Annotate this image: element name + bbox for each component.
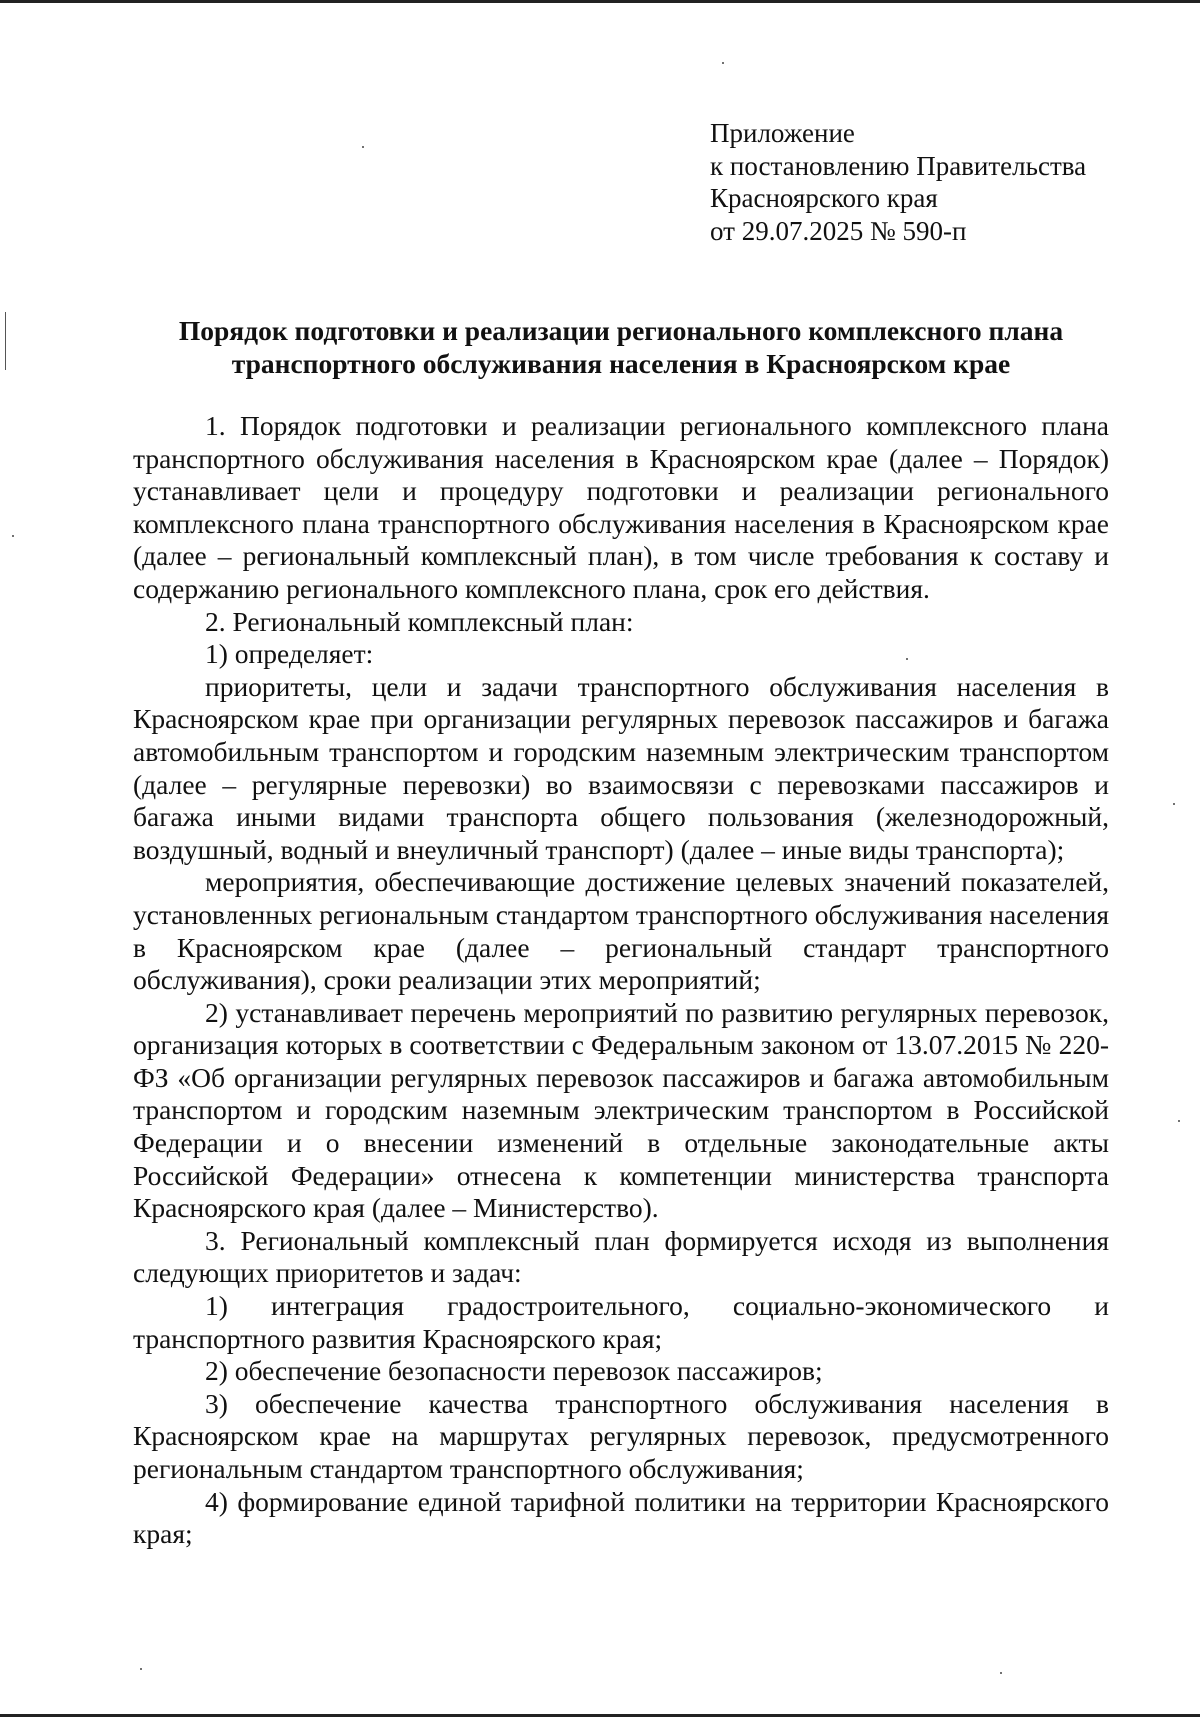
title-line: транспортного обслуживания населения в Красноярском крае [231,348,1011,379]
paragraph: 3. Региональный комплексный план формируется исходя из выполнения следующих приоритетов и задач: [133,1224,1109,1289]
document-body [133,410,1109,1551]
paragraph: 1) интеграция градостроительного, социально-экономического и транспортного развития Красноярского края; [133,1290,1109,1354]
paragraph: 4) формирование единой тарифной политики на территории Красноярского края; [133,1485,1109,1550]
paragraph: 2. Региональный комплексный план: [205,605,634,637]
appendix-line: Приложение [710,118,855,148]
paragraph: 3) обеспечение качества транспортного обслуживания населения в Красноярском крае на маршрутах регулярных перевозок, предусмотренного региональным стандартом транспортного обслуживания; [133,1387,1109,1484]
appendix-line: к постановлению Правительства [710,150,1087,181]
scan-left-mark [5,312,6,370]
scan-speck [12,535,14,537]
document-title [133,314,1109,380]
scan-speck [1173,803,1175,805]
appendix-line: от 29.07.2025 № 590-п [710,215,967,246]
paragraph: 2) устанавливает перечень мероприятий по развитию регулярных перевозок, организация которых в соответствии с Федеральным законом от 13.07.2015 № 220-ФЗ «Об организации регулярных перевозок пассажиров и багажа автомобильным транспортом и городским наземным электрическим транспортом в Российской Федерации и о внесении изменений в отдельные законодательные акты Российской Федерации» отнесена к компетенции министерства транспорта Красноярского края (далее – Министерство). [133,996,1109,1224]
paragraph: 1. Порядок подготовки и реализации регионального комплексного плана транспортного обслуживания населения в Красноярском крае (далее – Порядок) устанавливает цели и процедуру подготовки и реализации регионального комплексного плана транспортного обслуживания населения в Красноярском крае (далее – региональный комплексный план), в том числе требования к составу и содержанию регионального комплексного плана, срок его действия. [133,410,1109,604]
scan-speck [1000,1672,1002,1674]
scan-speck [362,146,364,148]
appendix-block [710,117,1180,247]
title-line: Порядок подготовки и реализации регионального комплексного плана [178,315,1064,346]
scan-speck [140,1668,142,1670]
scan-speck [722,62,724,64]
paragraph: мероприятия, обеспечивающие достижение целевых значений показателей, установленных региональным стандартом транспортного обслуживания населения в Красноярском крае (далее – региональный стандарт транспортного обслуживания), сроки реализации этих мероприятий; [133,866,1109,996]
paragraph: 1) определяет: [205,638,374,670]
paragraph: 2) обеспечение безопасности перевозок пассажиров; [205,1355,823,1387]
paragraph: приоритеты, цели и задачи транспортного обслуживания населения в Красноярском крае при организации регулярных перевозок пассажиров и багажа автомобильным транспортом и городским наземным электрическим транспортом (далее – регулярные перевозки) во взаимосвязи с перевозками пассажиров и багажа иными видами транспорта общего пользования (железнодорожный, воздушный, водный и внеуличный транспорт) (далее – иные виды транспорта); [133,670,1109,865]
scan-speck [1178,1120,1180,1122]
appendix-line: Красноярского края [710,183,938,213]
scan-top-edge [0,0,1200,3]
